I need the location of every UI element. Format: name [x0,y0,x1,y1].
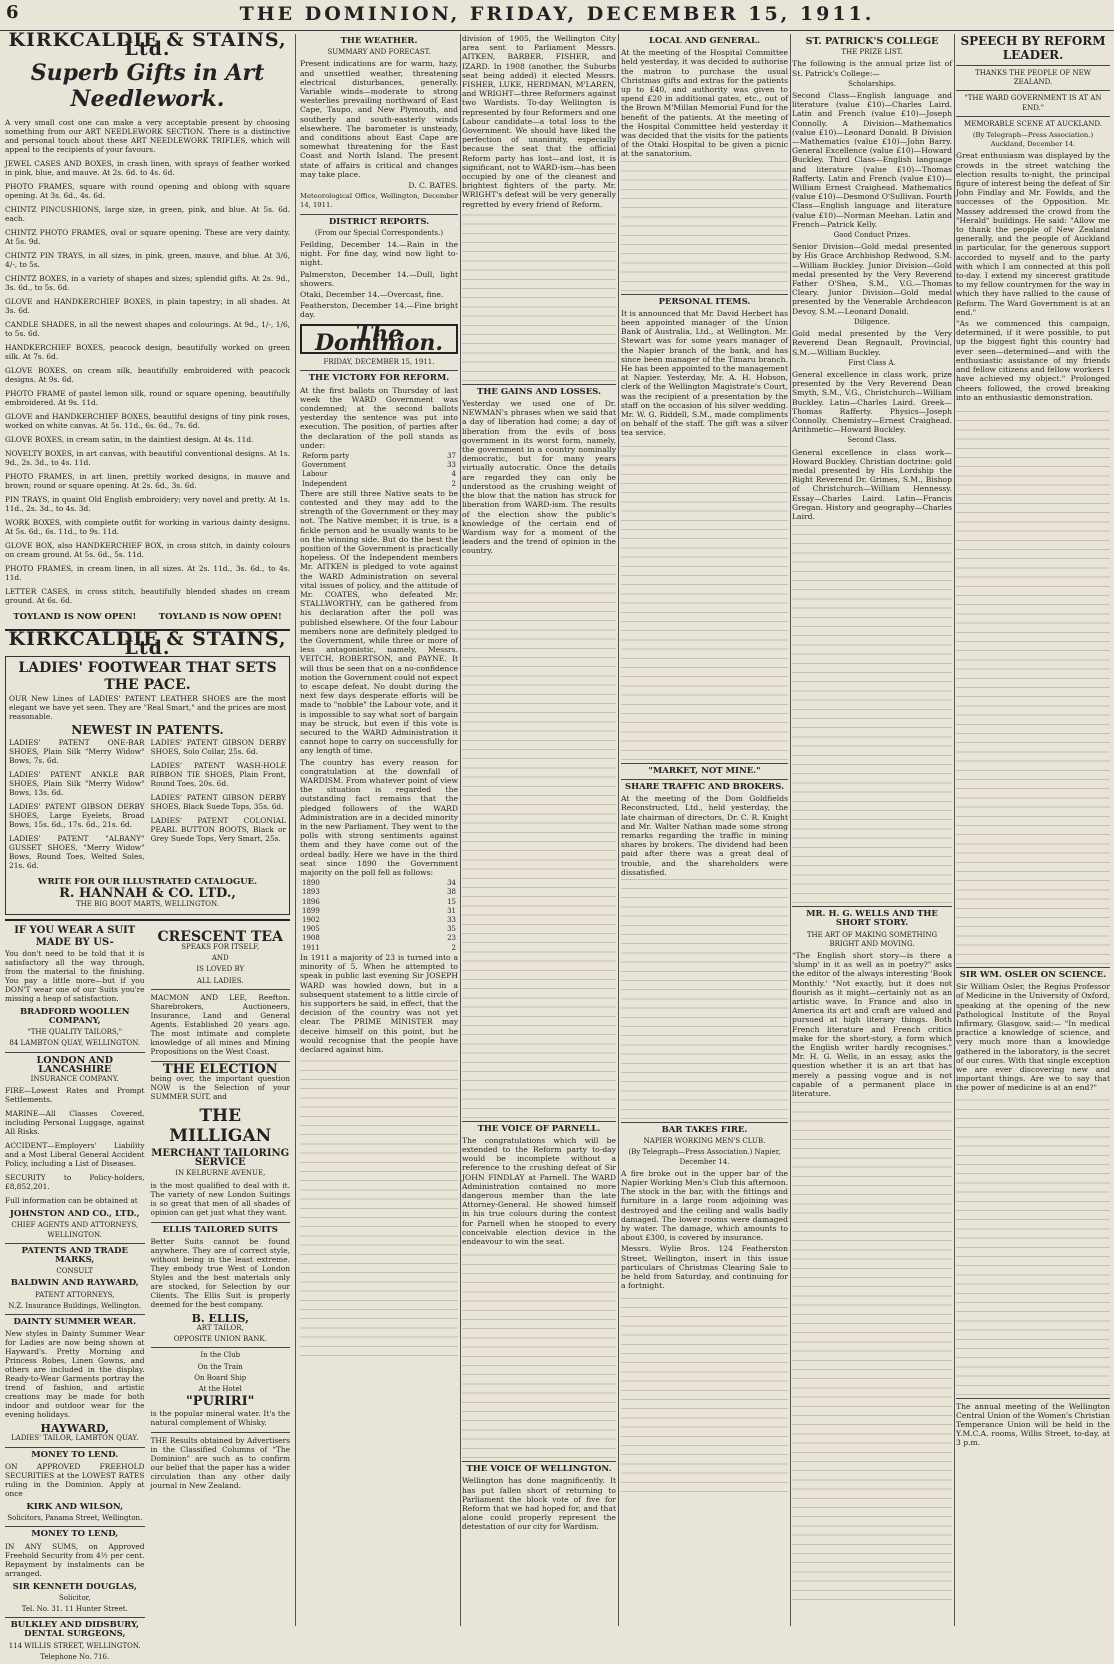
ad-results-text: THE Results obtained by Advertisers in the Classified Columns of "The Dominion" are such as to confirm our belief that the paper has a wider circulation than any other daily journal in New Zealand. [150,1436,290,1491]
divider [462,1121,616,1122]
ad-insurance-list [5,1086,145,1191]
personal-body: It is announced that Mr. David Herbert has been appointed manager of the Union Bank of Australia, Ltd., at Wellington. Mr. Stewart was for some years manager of the Napier branch of the bank, and has since been manager of the Timaru branch. He has been appointed to the management at Napier. Yesterday, Mr. A. H. Hobson, clerk of the Wellington Magistrate's Court, was the recipient of a presentation by the staff on the occasion of his silver wedding. Mr. W. G. Riddell, S.M., made compliments on behalf of the staff. The gift was a silver tea service. [621,308,788,438]
divider [5,919,290,921]
ad-suit-addr: 84 LAMBTON QUAY, WELLINGTON. [9,1039,141,1048]
party-row-name: Reform party [302,451,350,460]
majority-row-year: 1899 [302,906,320,915]
parties-table [300,452,458,489]
text-continuation [621,161,788,291]
newspaper-title: THE DOMINION, FRIDAY, DECEMBER 15, 1911. [239,3,875,25]
ad-footwear-item: LADIES' PATENT GIBSON DERBY SHOES, Black Suede Tops, 35s. 6d. [150,793,286,812]
majority-row [300,879,458,888]
ad-insurance-agent: JOHNSTON AND CO., LTD., [9,1209,140,1220]
speech-note: (By Telegraph—Press Association.) Auckland, December 14. [972,131,1094,149]
college-sub: THE PRIZE LIST. [841,48,903,57]
ad-money-addr: Solicitors, Panama Street, Wellington. [7,1514,143,1523]
ad-insurance-sub: INSURANCE COMPANY. [30,1075,119,1084]
parnell-title: THE VOICE OF PARNELL. [477,1123,601,1134]
ad-footwear-item: LADIES' PATENT ONE-BAR SHOES, Plain Silk "Merry Widow" Bows, 7s. 6d. [9,738,145,766]
ad-needlework-item: CHINTZ BOXES, in a variety of shapes and sizes; splendid gifts. At 2s. 9d., 3s. 6d., to 5s. 6d. [5,274,290,293]
masthead [0,0,1114,31]
ad-crescent-lines [151,943,291,986]
weather-sub: SUMMARY AND FORECAST. [327,48,431,57]
majority-row-majority: 15 [447,897,456,906]
divider [300,214,458,215]
column-rule [295,34,296,1626]
ad-crescent-title: CRESCENT TEA [157,928,283,945]
ad-footwear-write: WRITE FOR OUR ILLUSTRATED CATALOGUE. [37,877,258,888]
college-body3: Gold medal presented by the Very Reverend Dean Regnault, Provincial, S.M.—William Buckley. [792,329,952,357]
ad-footwear-headline: LADIES' FOOTWEAR THAT SETS THE PACE. [18,660,277,694]
ad-needlework-item: HANDKERCHIEF BOXES, peacock design, beautifully worked on green silk. At 7s. 6d. [5,343,290,362]
ad-kirkcaldie-title: KIRKCALDIE & STAINS, Ltd. [8,29,287,61]
ad-needlework-intro: A very small cost one can make a very acceptable present by choosing something from our ART NEEDLEWORK SECTION. There is a distinctive and personal touch about these ART NEEDLEWORK TRIFLES, which will appeal to the recipients of your favours. [5,118,290,155]
local-title: LOCAL AND GENERAL. [649,36,760,46]
ad-puriri-lines [151,1351,291,1394]
divider [462,384,616,385]
ad-needlework-item: WORK BOXES, with complete outfit for working in various dainty designs. At 5s. 6d., 6s. 11d., to 9s. 11d. [5,518,290,537]
wells-sub: THE ART OF MAKING SOMETHING BRIGHT AND MOVING. [806,930,938,948]
first-class-head: First Class A. [848,358,896,367]
majority-row-year: 1908 [302,934,320,943]
party-row-seats: 4 [451,470,456,479]
divider [5,1447,145,1448]
ad-needlework-item: PIN TRAYS, in quaint Old English embroidery; very novel and pretty. At 1s. 11d., 2s. 3d., to 4s. 3d. [5,495,290,514]
editorial-column [462,34,616,1628]
ad-needlework-item: NOVELTY BOXES, in art canvas, with beautiful conventional designs. At 1s. 9d., 2s. 3d., to 4s. 11d. [5,449,290,468]
column-rule [460,34,461,1626]
ad-money-title: MONEY TO LEND. [31,1449,119,1460]
speech-body: Great enthusiasm was displayed by the crowds in the street watching the election results to-night, the principal figure of interest being the defeat of Sir John Findlay and Mr. Fowlds, and the successes of the Opposition. Mr. Massey addressed the crowd from the "Herald" buildings. He said: "Allow me to thank the people of New Zealand generally, and the people of Auckland in particular, for the generous support accorded to myself and to the party with which I am connected at this poll to-day. I extend my sincerest gratitude to my fellow countrymen for the way in which they have rallied to the cause of Reform. The Ward Government is at an end." [956,151,1111,317]
ad-ellis-sub: ART TAILOR, [196,1324,244,1333]
text-continuation [621,440,788,760]
ad-needlework-item: CHINTZ PIN TRAYS, in all sizes, in pink, green, mauve, and blue. At 3/6, 4/-, to 5s. [5,251,290,270]
ad-ellis-body: Better Suits cannot be found anywhere. They are of correct style, without being in the least extreme. They embody true West of London Styles and the best materials only are stocked, for Selection by our Clients. The Ellis Suit is properly deemed for the best company. [150,1236,290,1309]
ad-footwear-item: LADIES' PATENT WASH-HOLE RIBBON TIE SHOES, Plain Front, Round Toes, 20s. 6d. [150,761,286,789]
ad-crescent-line: AND [211,954,229,963]
scholarships-head: Scholarships. [848,79,896,88]
ad-needlework-item: PHOTO FRAMES, in art linen, prettily worked designs, in mauve and brown; round or square opening. At 2s. 6d., 3s. 6d. [5,472,290,491]
party-row-seats: 37 [447,451,456,460]
majority-row-majority: 35 [447,925,456,934]
ad-patents-firm: BALDWIN AND RAYWARD, [10,1278,139,1289]
ad-patents-sub2: PATENT ATTORNEYS, [35,1290,115,1299]
shares-title: SHARE TRAFFIC AND BROKERS. [624,781,785,792]
text-continuation [462,558,616,1118]
party-row-name: Independent [302,479,347,488]
divider [462,1461,616,1462]
report-line: Feilding, December 14.—Rain in the night. For fine day, wind now light to-night. [300,240,458,268]
majorities-table [300,879,458,953]
column-rule [954,34,955,1626]
party-row [300,452,458,461]
ad-money2-addr: Tel. No. 31. 11 Hunter Street. [21,1604,128,1613]
speech-quote: "THE WARD GOVERNMENT IS AT AN END." [964,94,1102,112]
divider [792,906,952,907]
text-continuation [621,1292,788,1492]
ad-puriri-line: On the Train [197,1362,243,1371]
ad-crescent-line: ALL LADIES. [196,976,244,985]
editorial-cont: division of 1905, the Wellington City area sent to Parliament Messrs. AITKEN, BARBER, FISHER, and IZARD. In 1908 (another, the Suburbs seat being added) it elected Messrs. FISHER, LUKE, HERDMAN, M'LAREN, and WRIGHT—three Reformers against two Wardists. To-day Wellington is represented by four Reformers and one Labour candidate—a total loss to the Government. We should have liked the perfection of unanimity, especially because the seat that the official Reform party has lost—and lost, it is significant, not to WARD-ism—has been occupied by one of the cleanest and brightest fighters of the party. Mr. WRIGHT's defeat will be very generally regretted by every friend of Reform. [462,34,616,209]
wctu-notice: The annual meeting of the Wellington Central Union of the Women's Christian Temperance Union will be held in the Y.M.C.A. rooms, Willis Street, to-day, at 3 p.m. [956,1401,1110,1448]
ad-footwear-left-list [9,738,145,875]
majority-row-year: 1893 [302,888,320,897]
ad-footwear-subhead: NEWEST IN PATENTS. [71,723,224,738]
ad-money-firm: KIRK AND WILSON, [26,1501,124,1512]
dominion-masthead: The Dominion. [300,324,458,354]
victory-body3: In 1911 a majority of 23 is turned into a minority of 5. When he attempted to speak in public last evening Sir JOSEPH WARD was howled down, but in a subsequent statement to a little circle of his supporters he said, in effect, that the decision of the country was not yet clear. The PRIME MINISTER may deceive himself on this point, but he would recognise that the people have declared against him. [300,952,458,1054]
ad-ellis-firm: B. ELLIS, [191,1311,249,1325]
ad-insurance-agent2: CHIEF AGENTS AND ATTORNEYS, WELLINGTON. [11,1221,139,1239]
divider [151,1222,291,1223]
ad-hannah-title: R. HANNAH & CO. LTD., [59,886,236,902]
ad-insurance-item: ACCIDENT—Employers' Liability and a Most Liberal General Accident Policy, including a List of Diseases. [5,1141,145,1169]
divider [956,1398,1110,1399]
ad-dental-tel: Telephone No. 716. [40,1652,110,1661]
ad-hayward-sub: LADIES' TAILOR, LAMBTON QUAY. [11,1434,139,1443]
majority-row [300,925,458,934]
college-body1: Second Class—English language and literature (value £10)—Charles Laird. Latin and French (value £10)—Joseph Connolly. A Division—Mathematics (value £10)—Leonard Donald. B Division—Mathematics (value £10)—John Barry. General Excellence (value £10)—Howard Buckley. Third Class—English language and literature (value £10)—Thomas Rafferty. Latin and French (value £10)—William Ernest Craighead. Mathematics (value £10)—Desmond O'Sullivan. Fourth Class—English language and literature (value £10)—Norman Meehan. Latin and French—Patrick Kelly. [792,91,952,229]
ad-puriri-line: On Board Ship [194,1373,247,1382]
ad-milligan-body: is the most qualified to deal with it. The variety of new London Suitings is so great that men of all shades of opinion can get just what they want. [150,1180,290,1217]
divider [5,1052,145,1053]
ad-money2-title: MONEY TO LEND, [31,1529,119,1540]
good-conduct-head: Good Conduct Prizes. [833,231,911,240]
party-row-seats: 2 [451,479,456,488]
divider [151,1347,291,1348]
college-body5: General excellence in class work—Howard Buckley. Christian doctrine: gold medal presented by His Lordship the Right Reverend Dr. Grimes, S.M., Bishop of Christchurch—William Hennessy. Essay—Charles Laird. Latin—Francis Gregan. History and geography—Charles Laird. [792,447,952,521]
party-row-name: Government [302,461,346,470]
divider [621,1122,788,1123]
text-continuation [300,1056,458,1356]
osler-title: SIR WM. OSLER ON SCIENCE. [959,969,1107,980]
divider [956,967,1110,968]
victory-title: THE VICTORY FOR REFORM. [308,373,450,384]
ad-macmon-text: MACMON AND LEE, Reefton. Sharebrokers, Auctioneers, Insurance, Land and General Agents. Established 20 years ago. The most intimate and complete knowledge of all mines and Mining Propositions on the West Coast. [150,992,290,1056]
advert-column [5,29,290,1661]
ad-footwear-item: LADIES' PATENT GIBSON DERBY SHOES, Solo Collar, 25s. 6d. [150,738,286,757]
personal-title: PERSONAL ITEMS. [658,296,751,307]
majority-row [300,907,458,916]
fire-sub: NAPIER WORKING MEN'S CLUB. [643,1137,766,1146]
weather-title: THE WEATHER. [340,36,418,46]
reports-list [300,240,458,320]
majority-row-majority: 31 [447,906,456,915]
divider [956,116,1110,117]
ad-footwear-item: LADIES' PATENT ANKLE BAR SHOES, Plain Silk "Merry Widow" Bows, 13s. 6d. [9,770,145,798]
text-continuation [621,879,788,1119]
ad-footwear-right-list [151,738,287,875]
ad-crescent-line: IS LOVED BY [196,965,245,974]
ad-suit-title: IF YOU WEAR A SUIT MADE BY US- [14,924,136,948]
college-body2: Senior Division—Gold medal presented by His Grace Archbishop Redwood, S.M.—William Buckley. Junior Division—Gold medal presented by the Very Reverend Father O'Shea, S.M., V.G.—Thomas Cleary. Junior Division—Gold medal presented by the Venerable Archdeacon Devoy, S.M.—Leonard Donald. [792,242,952,316]
majority-row-majority: 23 [447,934,456,943]
ad-left-subcolumn [5,925,145,1664]
majority-row-majority: 33 [447,916,456,925]
shares-body: At the meeting of the Dom Goldfields Reconstructed, Ltd., held yesterday, the late chairman of directors, Dr. C. R. Knight and Mr. Walter Nathan made some strong remarks regarding the traffic in mining shares by brokers. The dividend had been paid after there was a great deal of trouble, and the shareholders were dissatisfied. [621,794,788,877]
divider [5,1243,145,1244]
ad-milligan-title: THE MILLIGAN [169,1106,272,1147]
ad-patents-sub: CONSULT [56,1267,94,1276]
wells-title: MR. H. G. WELLS AND THE SHORT STORY. [806,909,938,929]
weather-editorial-column [300,34,458,1628]
report-line: Featherston, December 14.—Fine bright day. [300,301,458,320]
divider [300,370,458,371]
ad-puriri-body: is the popular mineral water. It's the natural complement of Whisky. [150,1409,290,1428]
weather-body: Present indications are for warm, hazy, and unsettled weather, threatening electrical disturbances, generally. Variable winds—moderate to strong westerlies prevailing northward of East Cape, Taupo, and New Plymouth, and southerly and south-easterly winds elsewhere. The barometer is unsteady, and conditions about East Cape are somewhat threatening for the East Coast and North Island. The present state of affairs is critical and changes may take place. [300,59,458,179]
majority-row [300,934,458,943]
ad-needlework-item: CHINTZ PHOTO FRAMES, oval or square opening. These are very dainty. At 5s. 9d. [5,228,290,247]
text-continuation [792,523,952,903]
column-rule [618,34,619,1626]
text-continuation [462,211,616,381]
ad-needlework-item: CHINTZ PINCUSHIONS, large size, in green, pink, and blue. At 5s. 6d. each. [5,205,290,224]
majority-row-year: 1911 [302,943,320,952]
party-row-seats: 33 [447,461,456,470]
speech-sub2: MEMORABLE SCENE AT AUCKLAND. [964,119,1102,128]
majority-row [300,898,458,907]
speech-title: SPEECH BY REFORM LEADER. [960,34,1106,62]
ad-money2-body: IN ANY SUMS, on Approved Freehold Security from 4½ per cent. Repayment by instalments can be arranged. [5,1541,145,1578]
speech-body2: "As we commenced this campaign, determined, if it were possible, to put up the biggest fight this country had ever seen—determined—and with the enthusiastic assistance of my friends and fellow citizens and fellow workers I have achieved my object." Prolonged cheers followed, the crowd breaking into an enthusiastic demonstration. [956,319,1110,402]
divider [956,90,1110,91]
dominion-date: FRIDAY, DECEMBER 15, 1911. [323,358,435,367]
ad-needlework-item: JEWEL CASES AND BOXES, in crash linen, with sprays of feather worked in pink, blue, and mauve. At 2s. 6d. to 4s. 6d. [5,159,290,178]
majority-row-year: 1905 [302,925,320,934]
ad-right-subcolumn [151,925,291,1664]
ad-patents-addr: N.Z. Insurance Buildings, Wellington. [8,1301,142,1310]
ad-ellis-title: ELLIS TAILORED SUITS [162,1224,278,1235]
ad-needlework-item: PHOTO FRAMES, in cream linen, in all sizes. At 2s. 11d., 3s. 6d., to 4s. 11d. [5,564,290,583]
victory-intro: At the first ballots on Thursday of last week the WARD Government was condemned; at the second ballots yesterday the sentence was put into execution. The position, of parties after the declaration of the poll stands as under: [300,385,458,450]
ad-election-body: being over, the important question NOW is the Selection of your SUMMER SUIT, and [150,1074,290,1102]
victory-body2: The country has every reason for congratulation at the downfall of WARDISM. From whatever point of view the situation is regarded the outstanding fact remains that the pledged followers of the WARD Administration are in a decided minority in the new Parliament. They went to the polls with strong sentiments against them and they have come out of the ordeal badly. Here we have in the third seat since 1890 the Government majority on the poll fell as follows: [300,757,458,878]
ad-needlework-list [5,159,290,605]
ad-insurance-item: FIRE—Lowest Rates and Prompt Settlements. [5,1086,145,1105]
parnell-body: The congratulations which will be extended to the Reform party to-day would be incomplete without a reference to the crushing defeat of Sir JOHN FINDLAY at Parnell. The WARD Administration contained no more dangerous member than the late Attorney-General. He showed himself in his true colours during the contest for Parnell when he stooped to every conceivable election device in the endeavour to win the seat. [462,1135,616,1246]
speech-sub1: THANKS THE PEOPLE OF NEW ZEALAND. [975,69,1091,87]
ad-hayward-body: New styles in Dainty Summer Wear for Ladies are now being shown at Hayward's. Pretty Morning and Princess Robes, Linen Gowns, and others are included in the display. Ready-to-Wear Garments portray the trend of fashion, and artistic creations may be made for both indoor and outdoor wear for the evening holidays. [5,1329,145,1420]
wells-body: "The English short story—is there a 'slump' in it as well as in poetry?" asks the editor of the always interesting 'Book Monthly.' "Not exactly, but it does not flourish as it might—certainly not as an artistic wave. In France and also in America its art and craft are valued and pursued at high literary things. Both French literature and French critics make for the short-story, a form which the English writer hardly recognises." Mr. H. G. Wells, in an essay, asks the question whether it is an art that has merely a passing vogue and is not capable of a permanent place in literature. [792,950,952,1099]
ad-insurance-item: MARINE—All Classes Covered, including Personal Luggage, against All Risks. [5,1109,145,1137]
ad-footwear-box [5,656,290,915]
victory-body: There are still three Native seats to be contested and they may add to the strength of the Government or they may not. The Native member, it is true, is a fickle person and he usually wants to be on the winning side. But do the best the position of the Government is practically hopeless. Of the Independent members Mr. AITKEN is pledged to vote against the WARD Administration on several vital issues of policy, and the attitude of Mr. COATES, who defeated Mr. STALLWORTHY, can be gathered from his declaration after the poll was published elsewhere. Of the four Labour members none are definitely pledged to the Government, while three or more of less antagonistic, namely, Messrs. VEITCH, ROBERTSON, and PAYNE. It will thus be seen that on a no-confidence motion the Government could not expect to escape defeat. No doubt during the next few days desperate efforts will be made to "nobble" the Labour vote, and it is impossible to say what sort of bargain may be struck, but even if this vote is secured to the WARD Administration it cannot hope to carry on successfully for any length of time. [300,488,458,756]
majority-row-majority: 2 [451,943,456,952]
osler-body: Sir William Osler, the Regius Professor of Medicine in the University of Oxford, speaking at the opening of the new Pathological Institute of the Royal Infirmary, Glasgow, said:— "In medical practice a knowledge of science, and very much more than a knowledge gathered in the laboratory, is the secret of our cures. With that single exception we are ever discovering new and important things. Are we to say that the power of medicine is at an end?" [956,982,1110,1093]
party-row-name: Labour [302,470,328,479]
ad-dental-title: BULKLEY AND DIDSBURY, DENTAL SURGEONS, [10,1620,139,1640]
wellington-body: Wellington has done magnificently. It has put fallen short of returning to Parliament the block vote of five for Reform that we had hoped for, and that alone could properly represent the detestation of our city for Wardism. [462,1476,616,1532]
ad-needlework-item: LETTER CASES, in cross stitch, beautifully blended shades on cream ground. At 6s. 6d. [5,587,290,606]
second-class-head: Second Class. [847,436,897,445]
ad-hayward-firm: HAYWARD, [40,1422,110,1436]
page-number: 6 [6,2,19,23]
college-body4: General excellence in class work, prize presented by the Very Reverend Dean Smyth, S.M., V.G., Christchurch—William Buckley. Latin—Charles Laird. Greek—Thomas Rafferty. Physics—Joseph Connolly. Chemistry—Ernest Craighead. Arithmetic—Howard Buckley. [792,369,952,435]
majority-row [300,888,458,897]
ad-insurance-item: SECURITY to Policy-holders, £8,852,201. [5,1173,145,1192]
gains-body: Yesterday we used one of Dr. NEWMAN's phrases when we said that a day of liberation had come; a day of liberation from the evils of boss government in its worst form, namely, the government in a country nominally democratic, but for many years virtually autocratic. Once the details are regarded they can only be understood as the crushing weight of the blow that the nation has struck for liberation from WARD-ism. The results of the election show the public's knowledge of the certain end of Wardism way for a moment of the leaders and the trend of opinion in the country. [462,399,616,556]
majority-row-year: 1896 [302,897,320,906]
fire-title: BAR TAKES FIRE. [661,1124,748,1135]
ad-suit-firm: BRADFORD WOOLLEN COMPANY, [19,1006,130,1027]
diligence-head: Diligence. [854,317,890,326]
ad-footwear-item: LADIES' PATENT "ALBANY" GUSSET SHOES, "Merry Widow" Bows, Round Toes, Welted Soles, 21s. 6d. [9,834,145,871]
toyland-right: TOYLAND IS NOW OPEN! [158,612,282,623]
ad-needlework-item: PHOTO FRAME of pastel lemon silk, round or square opening, beautifully embroidered. At 9s. 11d. [5,389,290,408]
ad-money-body: ON APPROVED FREEHOLD SECURITIES at the LOWEST RATES ruling in the Dominion. Apply at once [5,1461,145,1498]
wellington-title: THE VOICE OF WELLINGTON. [466,1464,612,1475]
report-line: Otaki, December 14.—Overcast, fine. [300,290,444,300]
ad-needlework-headline: Superb Gifts in Art Needlework. [30,60,265,113]
majority-row-year: 1890 [302,879,320,888]
ad-needlework-item: PHOTO FRAMES, square with round opening and oblong with square opening. At 3s. 6d., 4s. 6d. [5,182,290,201]
majority-row-year: 1902 [302,916,320,925]
ad-suit-sub: "THE QUALITY TAILORS," [27,1028,122,1037]
divider [151,989,291,990]
college-title: ST. PATRICK'S COLLEGE [805,36,939,47]
party-row [300,480,458,489]
college-column [792,34,952,1628]
divider [621,779,788,780]
ad-needlework-item: CANDLE SHADES, in all the newest shapes and colourings. At 9d., 1/-, 1/6, to 5s. 6d. [5,320,290,339]
fire-body: A fire broke out in the upper bar of the Napier Working Men's Club this afternoon. The stock in the bar, with the fittings and furniture in a large room adjoining was destroyed and the ceiling and walls badly damaged. The lower rooms were damaged by water. The damage, which amounts to about £300, is covered by insurance. [621,1168,788,1243]
ad-milligan-sub: MERCHANT TAILORING SERVICE [151,1148,290,1169]
ad-election-title: THE ELECTION [162,1061,278,1077]
text-continuation [956,404,1110,964]
ad-dental-addr: 114 WILLIS STREET, WELLINGTON. [8,1641,141,1650]
weather-signature: D. C. BATES. [408,181,458,191]
ad-insurance-title: LONDON AND LANCASHIRE [36,1054,113,1075]
text-continuation [792,1100,952,1600]
divider [151,1432,291,1433]
gains-title: THE GAINS AND LOSSES. [477,386,601,397]
ad-toyland-footer [5,610,290,624]
toyland-left: TOYLAND IS NOW OPEN! [13,612,137,623]
ad-hayward-title: DAINTY SUMMER WEAR. [13,1317,137,1328]
ad-patents-title: PATENTS AND TRADE MARKS, [21,1245,128,1266]
ad-needlework-item: GLOVE BOXES, on cream silk, beautifully embroidered with peacock designs. At 9s. 6d. [5,366,290,385]
report-line: Palmerston, December 14.—Dull, light showers. [300,269,458,288]
ad-money2-sub: Solicitor, [59,1593,91,1602]
speech-column [956,34,1110,1628]
ad-puriri-line: At the Hotel [198,1385,242,1394]
ad-needlework-item: GLOVE and HANDKERCHIEF BOXES, in plain tapestry; in all shades. At 3s. 6d. [5,297,290,316]
ad-suit-body: You don't need to be told that it is satisfactory all the way through, from the material to the finishing. You pay a little more—but if you DON'T wear one of our Suits you're missing a heap of satisfaction. [5,948,145,1003]
local-body: At the meeting of the Hospital Committee held yesterday, it was decided to authorise the matron to purchase the usual Christmas gifts and extras for the patients up to £40, and authority was given to spend £20 in additional gates, etc., out of the Brown M'Millan Memorial Fund for the benefit of the patients. At the meeting of the Hospital Committee held yesterday it was decided that the visits for the patients of the Otaki Hospital to be given a picnic at the sanatorium. [621,48,788,159]
majority-row [300,944,458,953]
ad-milligan-addr: IN KELBURNE AVENUE, [175,1169,266,1178]
divider [5,1617,145,1618]
ad-puriri-title: "PURIRI" [186,1394,255,1410]
divider [621,763,788,764]
fire-body2: Messrs. Wylie Bros. 124 Featherston Street, Wellington, insert in this issue particulars of Christmas Clearing Sale to be held from Saturday, and continuing for a fortnight. [621,1244,788,1291]
ad-ellis-addr: OPPOSITE UNION BANK. [173,1335,267,1344]
reports-title: DISTRICT REPORTS. [328,216,430,227]
majority-row-majority: 38 [447,888,456,897]
majority-row [300,916,458,925]
divider [956,65,1110,66]
weather-office: Meteorological Office, Wellington, December 14, 1911. [300,192,458,210]
ad-needlework-item: GLOVE BOX, also HANDKERCHIEF BOX, in cross stitch, in dainty colours on cream ground. At 5s. 6d., 5s. 11d. [5,541,290,560]
divider [5,1314,145,1315]
majority-row-majority: 34 [447,879,456,888]
ad-needlework-item: GLOVE BOXES, in cream satin, in the daintiest design. At 4s. 11d. [5,435,254,445]
ad-hannah-sub: THE BIG BOOT MARTS, WELLINGTON. [76,899,219,908]
ad-puriri-line: In the Club [200,1351,241,1360]
ad-money2-firm: SIR KENNETH DOUGLAS, [12,1581,137,1592]
ad-crescent-line: SPEAKS FOR ITSELF, [181,943,260,952]
divider [5,1526,145,1527]
text-continuation [462,1248,616,1458]
ad-insurance-info: Full information can be obtained at [5,1196,138,1206]
ad-footwear-intro: OUR New Lines of LADIES' PATENT LEATHER SHOES are the most elegant we have yet seen. They are "Real Smart," and the prices are most reasonable. [9,694,286,722]
party-row [300,461,458,470]
ad-footwear-item: LADIES' PATENT GIBSON DERBY SHOES, Large Eyelets, Broad Bows, 15s. 6d., 17s. 6d., 21s. 6d. [9,802,145,830]
text-continuation [956,1095,1110,1395]
college-intro: The following is the annual prize list of St. Patrick's College:— [792,59,952,78]
ad-kirkcaldie-title-2: KIRKCALDIE & STAINS, Ltd. [8,627,287,659]
local-news-column [621,34,788,1628]
party-row [300,470,458,479]
ad-needlework-item: GLOVE and HANDKERCHIEF BOXES, beautiful designs of tiny pink roses, worked on white canvas. At 5s. 11d., 6s. 6d., 7s. 6d. [5,412,290,431]
column-rule [790,34,791,1626]
fire-note: (By Telegraph—Press Association.) Napier, December 14. [628,1148,781,1166]
divider [621,294,788,295]
ad-footwear-item: LADIES' PATENT COLONIAL PEARL BUTTON BOOTS, Black or Grey Suede Tops, Very Smart, 25s. [150,816,286,844]
reports-sub: (From our Special Correspondents.) [314,228,444,237]
nmn-title: "MARKET, NOT MINE." [648,765,761,776]
